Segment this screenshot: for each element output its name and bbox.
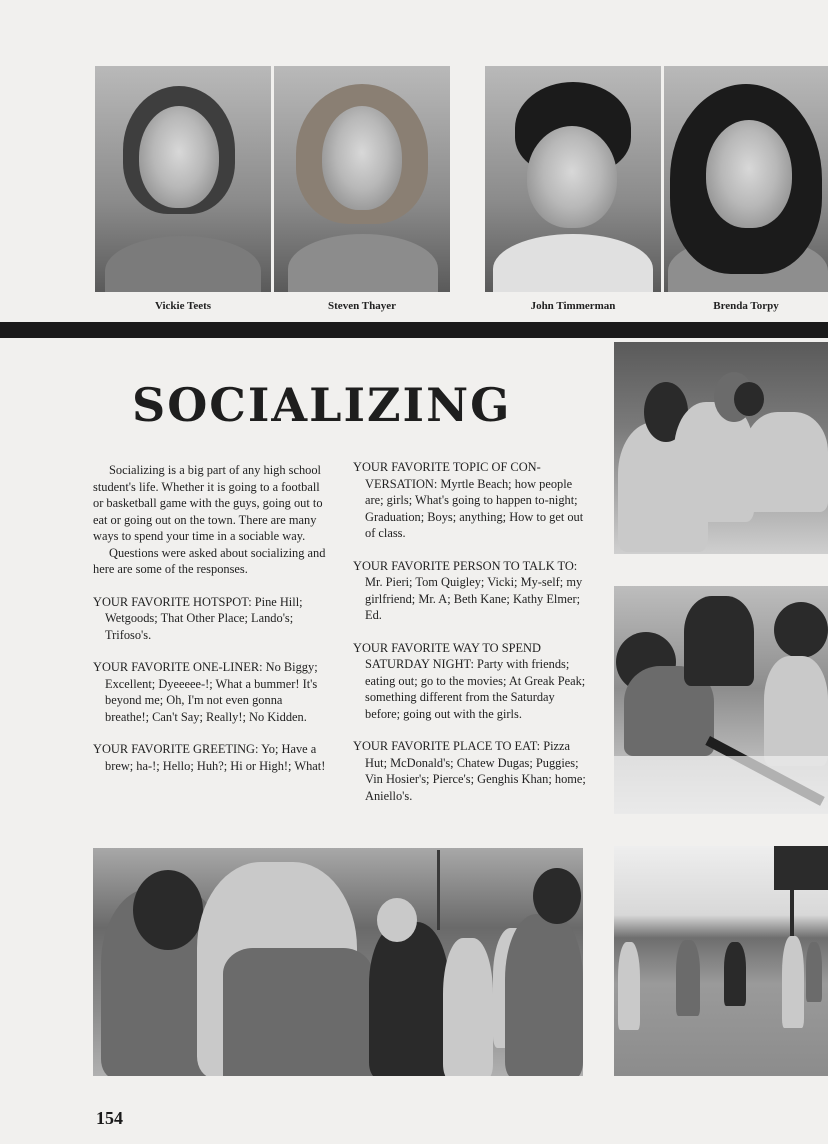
portrait-caption-steven-thayer: Steven Thayer (328, 300, 396, 312)
students-gathering-outdoors-photo (93, 848, 583, 1076)
portrait-caption-brenda-torpy: Brenda Torpy (713, 300, 779, 312)
students-painting-banner-photo (614, 586, 828, 814)
favorite-place-to-eat-answer: YOUR FAVORITE PLACE TO EAT: Pizza Hut; McDonald's; Chatew Dugas; Puggies; Vin Hosier's; Pierce's; Genghis Khan; home; Aniello's. (353, 739, 586, 803)
portrait-photo-john-timmerman (485, 66, 661, 292)
section-divider-bar (0, 322, 828, 338)
favorite-saturday-night-answer: YOUR FAVORITE WAY TO SPEND SATURDAY NIGHT: Party with friends; eating out; go to the movies; At Greak Peak; something different from the Saturday before; going out with the girls. (353, 640, 586, 721)
portrait-caption-vickie-teets: Vickie Teets (154, 300, 212, 312)
favorite-person-answer: YOUR FAVORITE PERSON TO TALK TO: Mr. Pieri; Tom Quigley; Vicki; My-self; my girlfriend; Mr. A; Beth Kane; Kathy Elmer; Ed. (353, 558, 583, 622)
portrait-caption-john-timmerman: John Timmerman (530, 300, 616, 312)
favorite-one-liner-answer: YOUR FAVORITE ONE-LINER: No Biggy; Excellent; Dyeeeee-!; What a bummer! It's beyond me; Oh, I'm not even gonna breathe!; Can't Say; Really!; No Kidden. (93, 660, 318, 724)
portrait-photo-brenda-torpy (664, 66, 828, 292)
article-right-column (353, 459, 589, 820)
favorite-greeting-answer: YOUR FAVORITE GREETING: Yo; Have a brew; ha-!; Hello; Huh?; Hi or High!; What! (93, 742, 326, 773)
intro-paragraph: Socializing is a big part of any high school student's life. Whether it is going to a football or basketball game with the guys, going out to eat or going out on the town. There are many ways to spend your time in a sociable way. (93, 463, 323, 543)
favorite-hotspot-answer: YOUR FAVORITE HOTSPOT: Pine Hill; Wetgoods; That Other Place; Lando's; Trifoso's. (93, 594, 303, 642)
portrait-photo-steven-thayer (274, 66, 450, 292)
intro-paragraph: Questions were asked about socializing and here are some of the responses. (93, 545, 326, 576)
page-number: 154 (96, 1108, 123, 1128)
favorite-topic-answer: YOUR FAVORITE TOPIC OF CON-VERSATION: Myrtle Beach; how people are; girls; What's going to happen to-night; Graduation; Boys; anything; How to get out of class. (353, 460, 584, 540)
portrait-photo-vickie-teets (95, 66, 271, 292)
article-left-column (93, 462, 329, 790)
article-title: SOCIALIZING (132, 378, 512, 432)
basketball-court-photo (614, 846, 828, 1076)
students-sitting-photo (614, 342, 828, 554)
